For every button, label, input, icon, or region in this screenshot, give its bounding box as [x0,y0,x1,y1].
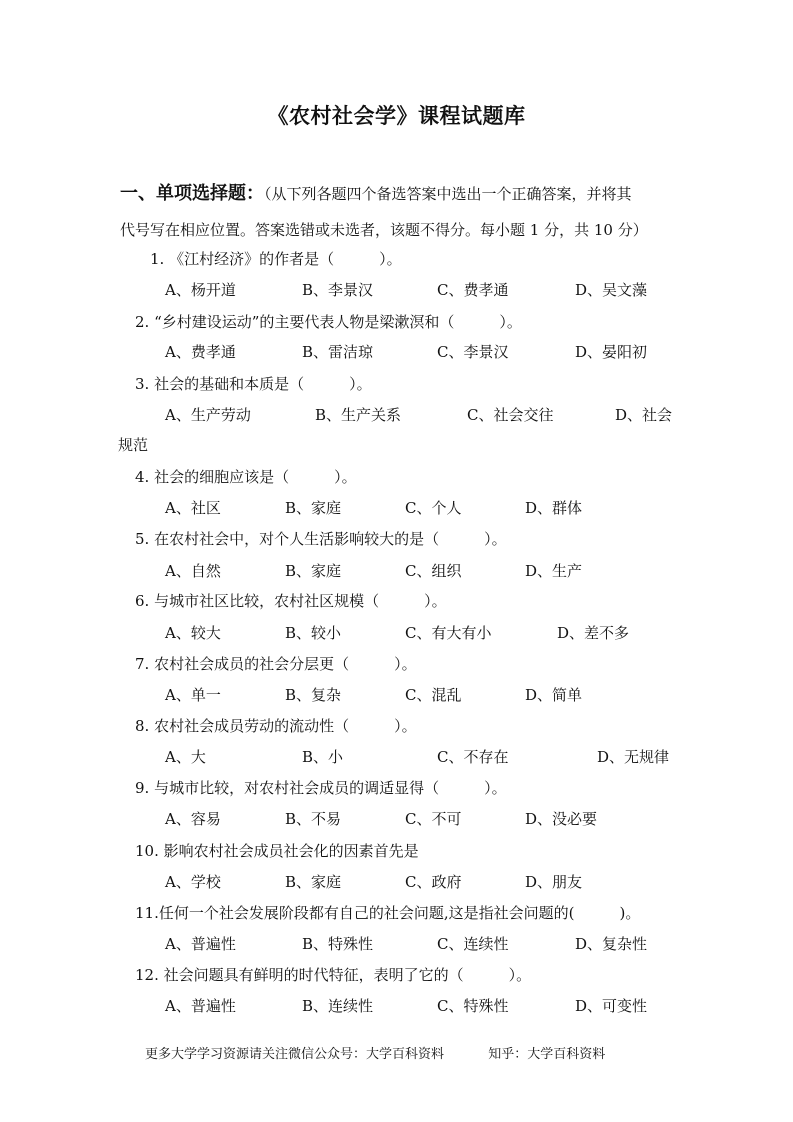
question-12-options [165,995,685,1017]
page-footer [145,1043,605,1062]
option-c: C、特殊性 [437,997,509,1015]
question-7-options [165,684,685,706]
option-d: D、无规律 [597,748,670,766]
option-c: C、费孝通 [437,281,509,299]
option-a: A、容易 [165,810,221,828]
question-8: 8. 农村社会成员劳动的流动性（ ）。 [135,717,417,735]
option-a: A、普遍性 [165,997,236,1015]
question-10-options [165,871,685,893]
option-c: C、混乱 [405,686,462,704]
option-a: A、社区 [165,499,221,517]
option-b: B、李景汉 [302,281,374,299]
option-b: B、复杂 [285,686,342,704]
question-10: 10. 影响农村社会成员社会化的因素首先是 [135,842,419,860]
question-1: 1. 《江村经济》的作者是（ ）。 [150,250,402,268]
option-d: D、群体 [525,499,583,517]
option-c: C、组织 [405,562,462,580]
option-d: D、差不多 [557,624,630,642]
question-5-options [165,560,685,582]
option-b: B、特殊性 [302,935,374,953]
option-c: C、社会交往 [467,406,554,424]
option-d: D、可变性 [575,997,648,1015]
option-a: A、生产劳动 [165,406,251,424]
question-9: 9. 与城市比较，对农村社会成员的调适显得（ ）。 [135,779,507,797]
option-a: A、自然 [165,562,221,580]
section-heading: 一、单项选择题： [120,183,264,204]
question-12: 12. 社会问题具有鲜明的时代特征，表明了它的（ ）。 [135,966,532,984]
option-b: B、雷洁琼 [302,343,374,361]
option-a: A、杨开道 [165,281,236,299]
option-b: B、家庭 [285,873,342,891]
option-c: C、政府 [405,873,462,891]
option-d: D、晏阳初 [575,343,648,361]
option-c: C、不可 [405,810,462,828]
option-b: B、较小 [285,624,342,642]
option-b: B、生产关系 [315,406,402,424]
option-a: A、普遍性 [165,935,236,953]
option-a: A、单一 [165,686,221,704]
question-11: 11.任何一个社会发展阶段都有自己的社会问题,这是指社会问题的( )。 [135,904,641,922]
question-1-options [165,279,685,301]
section-instructions [120,176,680,248]
question-11-options [165,933,685,955]
instruction-line-2: 代号写在相应位置。答案选错或未选者，该题不得分。每小题 1 分，共 10 分） [120,221,648,239]
option-d: D、朋友 [525,873,583,891]
option-b: B、小 [302,748,344,766]
question-4: 4. 社会的细胞应该是（ ）。 [135,468,357,486]
question-6-options [165,622,685,644]
footer-zhihu: 知乎：大学百科资料 [488,1047,606,1062]
question-6: 6. 与城市社区比较，农村社区规模（ ）。 [135,592,447,610]
option-d: D、社会 [615,406,673,424]
question-2: 2. “乡村建设运动”的主要代表人物是梁漱溟和（ ）。 [135,313,522,331]
question-9-options [165,808,685,830]
option-d: D、复杂性 [575,935,648,953]
option-a: A、较大 [165,624,221,642]
instruction-line-1: （从下列各题四个备选答案中选出一个正确答案，并将其 [264,185,632,203]
question-7: 7. 农村社会成员的社会分层更（ ）。 [135,655,417,673]
option-c: C、李景汉 [437,343,509,361]
question-5: 5. 在农村社会中，对个人生活影响较大的是（ ）。 [135,530,507,548]
question-2-options [165,341,685,363]
option-a: A、学校 [165,873,221,891]
option-d: D、简单 [525,686,583,704]
question-3: 3. 社会的基础和本质是（ ）。 [135,375,372,393]
option-c: C、不存在 [437,748,509,766]
option-d: D、没必要 [525,810,598,828]
question-4-options [165,497,685,519]
option-c: C、连续性 [437,935,509,953]
footer-wechat: 更多大学学习资源请关注微信公众号：大学百科资料 [145,1047,445,1062]
option-d: D、吴文藻 [575,281,648,299]
option-a: A、大 [165,748,206,766]
option-a: A、费孝通 [165,343,236,361]
question-8-options [165,746,685,768]
document-title: 《农村社会学》课程试题库 [267,103,526,128]
option-b: B、家庭 [285,499,342,517]
option-b: B、连续性 [302,997,374,1015]
option-c: C、个人 [405,499,462,517]
option-b: B、不易 [285,810,342,828]
option-d: D、生产 [525,562,583,580]
question-3-options [165,404,685,426]
option-wrap-text: 规范 [118,436,149,454]
option-b: B、家庭 [285,562,342,580]
option-c: C、有大有小 [405,624,492,642]
